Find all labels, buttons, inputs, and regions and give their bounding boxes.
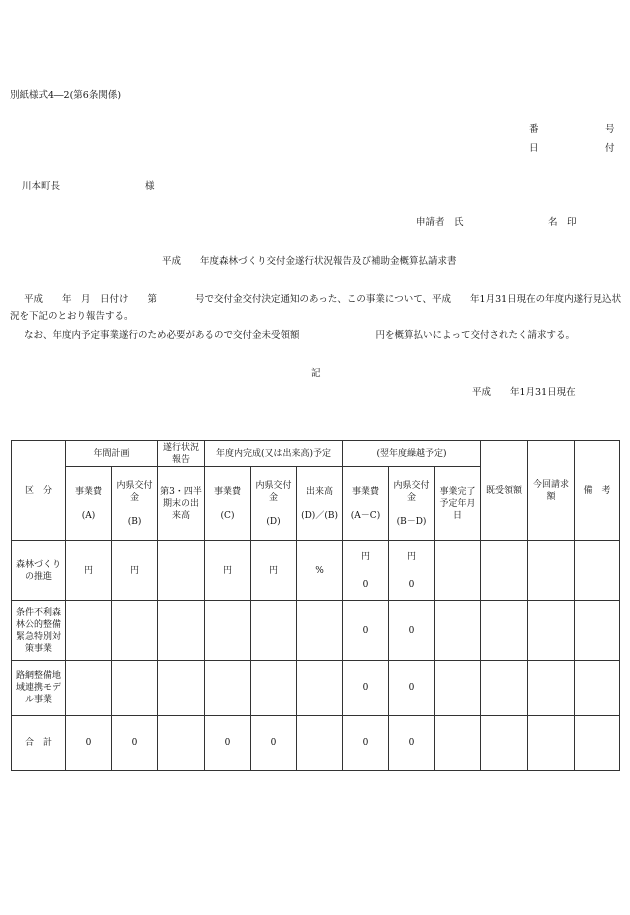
- value-bd: 0: [389, 661, 435, 716]
- unit-yen: 円: [361, 551, 371, 562]
- applicant-seal: 名 印: [548, 217, 577, 228]
- header-db-code: (D)／(B): [301, 510, 338, 521]
- total-db: [297, 716, 343, 771]
- total-bd: 0: [389, 716, 435, 771]
- unit-yen: 円: [112, 541, 158, 601]
- cell-request: [528, 601, 575, 661]
- header-jigyohi-a: [66, 467, 112, 541]
- cell-bd: [389, 541, 435, 601]
- cell-ac: [343, 541, 389, 601]
- cell-complete-date: [435, 601, 481, 661]
- value-bd: 0: [389, 601, 435, 661]
- header-complete-date: 事業完了予定年月日: [435, 467, 481, 541]
- header-naiken-bd: [389, 467, 435, 541]
- cell-c: [205, 601, 251, 661]
- cell-received: [481, 541, 528, 601]
- cell-received: [481, 601, 528, 661]
- addressee-mayor: 川本町長: [22, 181, 61, 192]
- header-naiken-b: [112, 467, 158, 541]
- total-remarks: [575, 716, 620, 771]
- header-naiken-d-label: 内県交付金: [255, 480, 292, 503]
- header-c-code: (C): [220, 510, 235, 521]
- body-paragraph-1: 平成 年 月 日付け 第 号で交付金交付決定通知のあった、この事業について、平成 年1月31日現在の年度内遂行見込状況を下記のとおり報告する。: [10, 294, 622, 322]
- total-label: 合 計: [12, 716, 66, 771]
- cell-db: [297, 661, 343, 716]
- header-carryover: (翌年度繰越予定): [343, 441, 481, 467]
- header-bd-code: (B－D): [396, 516, 427, 527]
- cell-q3: [158, 541, 205, 601]
- unit-yen: 円: [407, 551, 417, 562]
- row-label: 森林づくりの推進: [12, 541, 66, 601]
- total-row: [12, 716, 620, 771]
- cell-d: [251, 661, 297, 716]
- unit-yen: 円: [205, 541, 251, 601]
- cell-b: [112, 601, 158, 661]
- value-bd: 0: [408, 579, 415, 590]
- header-jigyohi-a-label: 事業費: [74, 486, 102, 497]
- cell-request: [528, 661, 575, 716]
- cell-remarks: [575, 541, 620, 601]
- total-b: 0: [112, 716, 158, 771]
- table-row: [12, 601, 620, 661]
- cell-q3: [158, 601, 205, 661]
- total-a: 0: [66, 716, 112, 771]
- header-dekidaka: [297, 467, 343, 541]
- unit-yen: 円: [251, 541, 297, 601]
- cell-d: [251, 601, 297, 661]
- cell-c: [205, 661, 251, 716]
- ki-heading: 記: [311, 368, 321, 379]
- report-table: [11, 440, 620, 771]
- total-request: [528, 716, 575, 771]
- document-title: 平成 年度森林づくり交付金遂行状況報告及び補助金概算払請求書: [162, 256, 457, 267]
- total-q3: [158, 716, 205, 771]
- header-b-code: (B): [127, 516, 142, 527]
- header-naiken-d: [251, 467, 297, 541]
- header-remarks: 備 考: [575, 441, 620, 541]
- header-jigyohi-c: [205, 467, 251, 541]
- value-ac: 0: [343, 661, 389, 716]
- table-row: [12, 661, 620, 716]
- total-received: [481, 716, 528, 771]
- header-jigyohi-ac-label: 事業費: [352, 486, 380, 497]
- header-q3: 第3・四半期末の出来高: [158, 467, 205, 541]
- applicant-label: 申請者 氏: [416, 217, 464, 228]
- header-ac-code: (A－C): [350, 510, 381, 521]
- cell-db: [297, 601, 343, 661]
- header-received: 既受領額: [481, 441, 528, 541]
- table-row: [12, 541, 620, 601]
- unit-yen: 円: [66, 541, 112, 601]
- value-ac: 0: [343, 601, 389, 661]
- body-paragraph-2: なお、年度内予定事業遂行のため必要があるので交付金未受領額 円を概算払いによって交付されたく請求する。: [24, 330, 576, 341]
- form-id: 別紙様式4―2(第6条関係): [10, 90, 122, 101]
- header-progress: 遂行状況報告: [158, 441, 205, 467]
- header-naiken-b-label: 内県交付金: [116, 480, 153, 503]
- value-ac: 0: [362, 579, 369, 590]
- row-label: 路網整備地域連携モデル事業: [12, 661, 66, 716]
- total-ac: 0: [343, 716, 389, 771]
- header-d-code: (D): [266, 516, 281, 527]
- header-jigyohi-ac: [343, 467, 389, 541]
- cell-received: [481, 661, 528, 716]
- total-complete-date: [435, 716, 481, 771]
- cell-q3: [158, 661, 205, 716]
- row-label: 条件不利森林公的整備緊急特別対策事業: [12, 601, 66, 661]
- header-request: 今回請求額: [528, 441, 575, 541]
- header-dekidaka-label: 出来高: [306, 486, 334, 497]
- cell-b: [112, 661, 158, 716]
- header-a-code: (A): [81, 510, 96, 521]
- header-jigyohi-c-label: 事業費: [214, 486, 242, 497]
- cell-remarks: [575, 661, 620, 716]
- number-label: 番 号: [529, 124, 615, 135]
- cell-complete-date: [435, 661, 481, 716]
- header-kubun: 区 分: [12, 441, 66, 541]
- cell-remarks: [575, 601, 620, 661]
- header-annual-plan: 年間計画: [66, 441, 158, 467]
- date-label: 日 付: [529, 143, 615, 154]
- header-completion: 年度内完成(又は出来高)予定: [205, 441, 343, 467]
- total-d: 0: [251, 716, 297, 771]
- header-naiken-bd-label: 内県交付金: [393, 480, 430, 503]
- cell-request: [528, 541, 575, 601]
- cell-complete-date: [435, 541, 481, 601]
- total-c: 0: [205, 716, 251, 771]
- cell-a: [66, 661, 112, 716]
- cell-a: [66, 601, 112, 661]
- as-of-date: 平成 年1月31日現在: [472, 387, 576, 398]
- unit-percent: %: [297, 541, 343, 601]
- addressee-honorific: 様: [145, 181, 155, 192]
